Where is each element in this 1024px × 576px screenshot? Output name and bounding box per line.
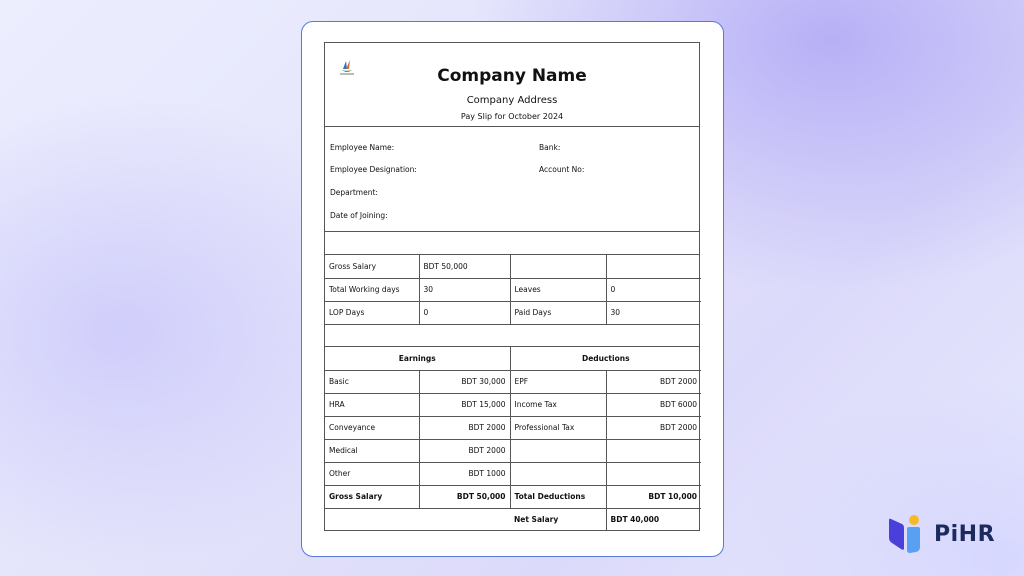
earnings-deductions-table: [325, 347, 701, 531]
table-row: [325, 301, 701, 324]
employee-name-label: Employee Name:: [330, 143, 395, 152]
deduction-amount: [606, 439, 701, 462]
deduction-label: Professional Tax: [510, 416, 606, 439]
payslip: [324, 42, 700, 531]
table-row: [325, 278, 701, 301]
company-address: Company Address: [466, 95, 558, 106]
earning-amount: BDT 15,000: [419, 393, 510, 416]
empty-cell: [325, 508, 510, 531]
summary-value: 0: [419, 301, 510, 324]
employee-info: [325, 127, 699, 232]
summary-label: Gross Salary: [325, 255, 419, 278]
deduction-amount: BDT 2000: [606, 370, 701, 393]
bank-label: Bank:: [539, 143, 561, 152]
net-salary-row: [325, 508, 701, 531]
deduction-amount: [606, 462, 701, 485]
earning-label: Conveyance: [325, 416, 419, 439]
summary-value: [606, 255, 701, 278]
summary-label: Leaves: [510, 278, 606, 301]
total-deductions-value: BDT 10,000: [606, 485, 701, 508]
deduction-label: [510, 462, 606, 485]
deduction-label: Income Tax: [510, 393, 606, 416]
table-row: [325, 439, 701, 462]
table-row: [325, 416, 701, 439]
summary-label: Paid Days: [510, 301, 606, 324]
summary-value: 30: [606, 301, 701, 324]
summary-value: 0: [606, 278, 701, 301]
deduction-label: EPF: [510, 370, 606, 393]
designation-label: Employee Designation:: [330, 165, 417, 174]
summary-value: BDT 50,000: [419, 255, 510, 278]
summary-value: 30: [419, 278, 510, 301]
table-row: [325, 462, 701, 485]
pay-period: Pay Slip for October 2024: [460, 112, 564, 121]
earnings-header: Earnings: [325, 347, 510, 370]
net-salary-value: BDT 40,000: [606, 508, 701, 531]
earning-amount: BDT 1000: [419, 462, 510, 485]
totals-row: [325, 485, 701, 508]
summary-table: [325, 255, 701, 324]
total-deductions-label: Total Deductions: [510, 485, 606, 508]
spacer-row: [325, 324, 699, 347]
payslip-header: [325, 43, 699, 127]
table-row: [325, 255, 701, 278]
spacer-row: [325, 232, 699, 255]
date-of-joining-label: Date of Joining:: [330, 211, 388, 220]
deduction-amount: BDT 2000: [606, 416, 701, 439]
earning-amount: BDT 2000: [419, 416, 510, 439]
company-name: Company Name: [437, 66, 587, 86]
department-label: Department:: [330, 188, 378, 197]
summary-label: LOP Days: [325, 301, 419, 324]
pihr-brand: [888, 514, 995, 554]
gross-salary-label: Gross Salary: [325, 485, 419, 508]
net-salary-label: Net Salary: [510, 508, 606, 531]
table-row: [325, 370, 701, 393]
earning-label: Medical: [325, 439, 419, 462]
table-header-row: [325, 347, 701, 370]
earning-amount: BDT 2000: [419, 439, 510, 462]
gross-salary-total: BDT 50,000: [419, 485, 510, 508]
deductions-header: Deductions: [510, 347, 701, 370]
earning-label: Other: [325, 462, 419, 485]
pihr-logo-icon: [888, 514, 924, 554]
earning-label: HRA: [325, 393, 419, 416]
deduction-label: [510, 439, 606, 462]
account-no-label: Account No:: [539, 165, 585, 174]
deduction-amount: BDT 6000: [606, 393, 701, 416]
earning-label: Basic: [325, 370, 419, 393]
summary-label: Total Working days: [325, 278, 419, 301]
summary-label: [510, 255, 606, 278]
brand-name: PiHR: [934, 521, 996, 547]
table-row: [325, 393, 701, 416]
earning-amount: BDT 30,000: [419, 370, 510, 393]
